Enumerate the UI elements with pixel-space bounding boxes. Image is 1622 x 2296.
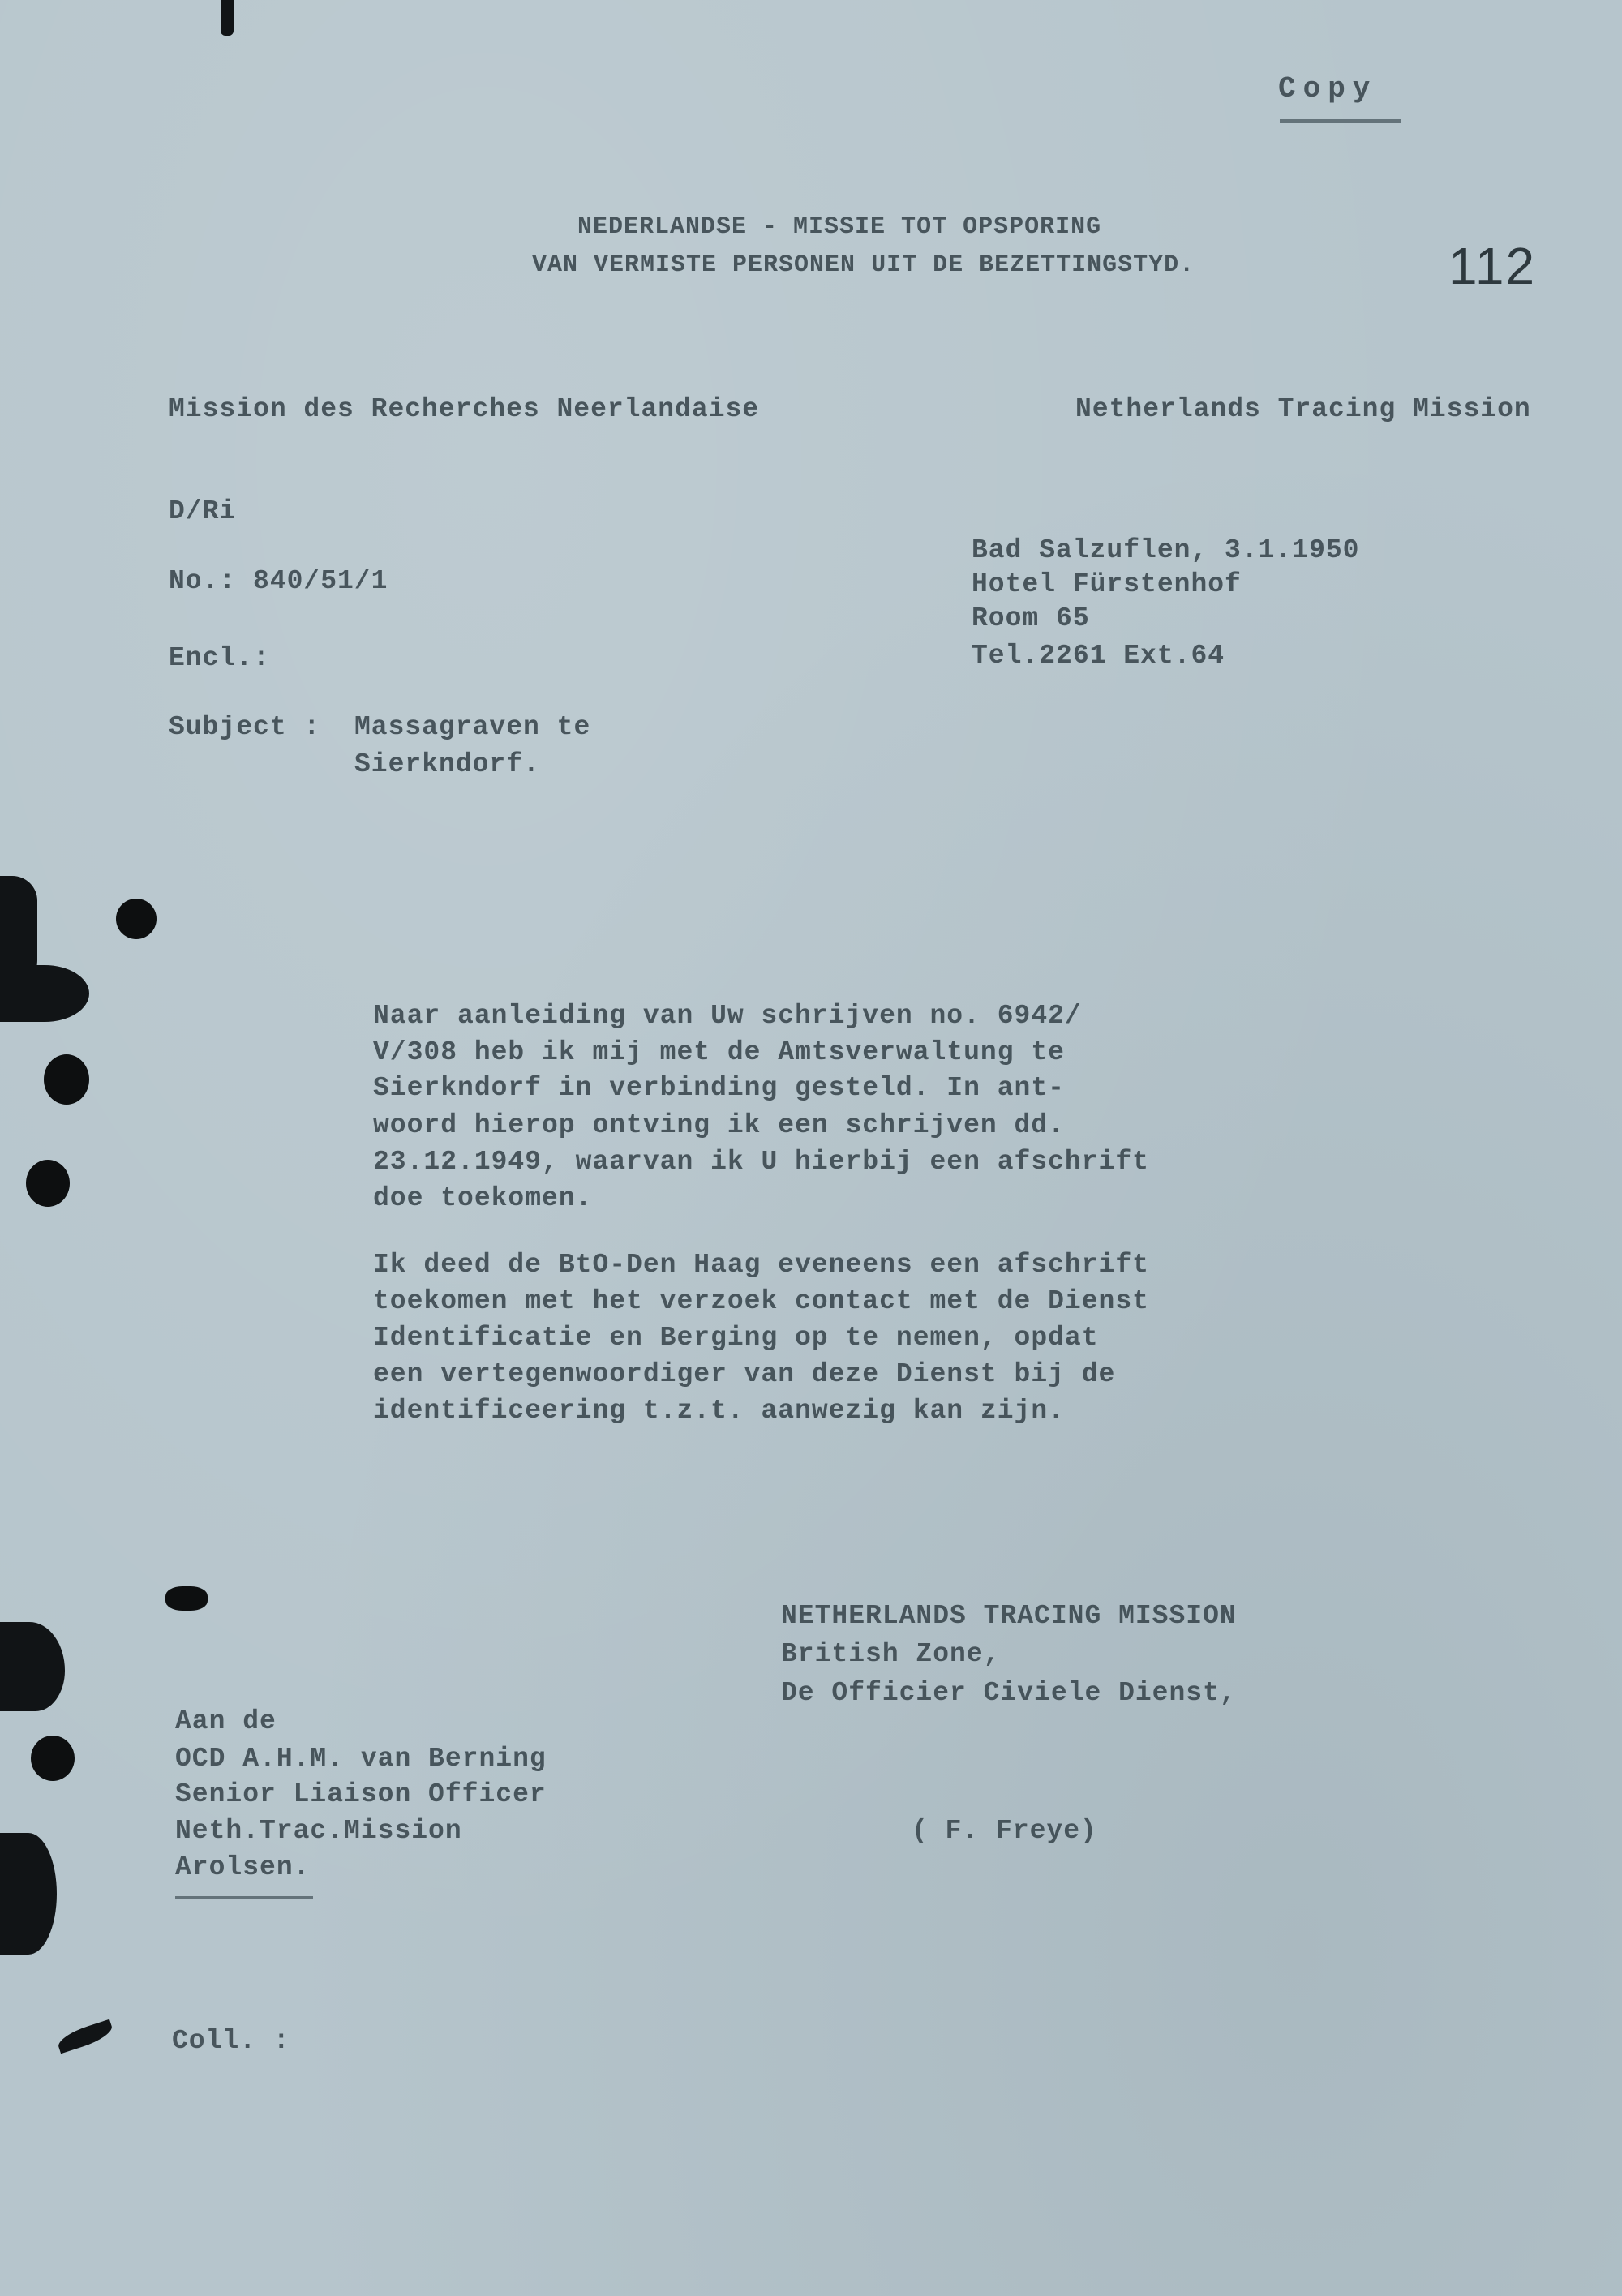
reference-number: No.: 840/51/1	[169, 566, 388, 596]
body-p1-line: Naar aanleiding van Uw schrijven no. 6942/	[373, 1001, 1082, 1031]
top-edge-mark	[221, 0, 234, 36]
address-hotel: Hotel Fürstenhof	[972, 569, 1242, 599]
punch-hole	[26, 1160, 70, 1207]
header-line-2: VAN VERMISTE PERSONEN UIT DE BEZETTINGSTYD.	[532, 251, 1195, 279]
body-p2-line: identificeering t.z.t. aanwezig kan zijn.	[373, 1396, 1065, 1426]
recipient-line: Arolsen.	[175, 1852, 311, 1882]
body-p2-line: Identificatie en Berging op te nemen, opdat	[373, 1323, 1099, 1353]
signature-title: De Officier Civiele Dienst,	[781, 1678, 1237, 1708]
copy-mark: Copy	[1278, 72, 1378, 105]
body-p2-line: toekomen met het verzoek contact met de Dienst	[373, 1286, 1149, 1316]
recipient-line: Aan de	[175, 1706, 277, 1736]
recipient-line: Neth.Trac.Mission	[175, 1816, 462, 1846]
subject-line-1: Massagraven te	[354, 712, 591, 742]
address-phone: Tel.2261 Ext.64	[972, 641, 1225, 671]
punch-hole	[31, 1736, 75, 1781]
signature-zone: British Zone,	[781, 1639, 1001, 1669]
copy-mark-underline	[1280, 119, 1401, 123]
body-p1-line: 23.12.1949, waarvan ik U hierbij een afschrift	[373, 1147, 1149, 1177]
body-p2-line: een vertegenwoordiger van deze Dienst bij de	[373, 1359, 1116, 1389]
punch-hole	[116, 899, 157, 939]
left-edge-damage	[0, 965, 89, 1022]
body-p1-line: V/308 heb ik mij met de Amtsverwaltung te	[373, 1037, 1065, 1067]
body-p1-line: woord hierop ontving ik een schrijven dd.	[373, 1110, 1065, 1140]
left-edge-damage	[0, 1622, 65, 1711]
address-place-date: Bad Salzuflen, 3.1.1950	[972, 535, 1360, 565]
org-name-english: Netherlands Tracing Mission	[1075, 394, 1531, 424]
corner-tear	[55, 2019, 114, 2054]
recipient-line: OCD A.H.M. van Berning	[175, 1744, 547, 1774]
enclosures-label: Encl.:	[169, 643, 270, 673]
header-line-1: NEDERLANDSE - MISSIE TOT OPSPORING	[577, 213, 1102, 241]
left-edge-damage	[0, 1833, 57, 1955]
subject-line-2: Sierkndorf.	[354, 749, 540, 779]
address-room: Room 65	[972, 603, 1090, 633]
subject-label: Subject :	[169, 712, 321, 742]
body-p1-line: doe toekomen.	[373, 1183, 593, 1213]
coll-label: Coll. :	[172, 2026, 290, 2056]
org-name-french: Mission des Recherches Neerlandaise	[169, 394, 760, 424]
punch-hole	[165, 1586, 208, 1611]
reference-initials: D/Ri	[169, 496, 237, 526]
punch-hole	[44, 1054, 89, 1105]
signature-name: ( F. Freye)	[912, 1816, 1097, 1846]
body-p2-line: Ik deed de BtO-Den Haag eveneens een afschrift	[373, 1250, 1149, 1280]
recipient-underline	[175, 1896, 313, 1899]
body-p1-line: Sierkndorf in verbinding gesteld. In ant-	[373, 1073, 1065, 1103]
page-number: 112	[1448, 237, 1537, 295]
recipient-line: Senior Liaison Officer	[175, 1779, 547, 1809]
signature-org: NETHERLANDS TRACING MISSION	[781, 1601, 1237, 1631]
